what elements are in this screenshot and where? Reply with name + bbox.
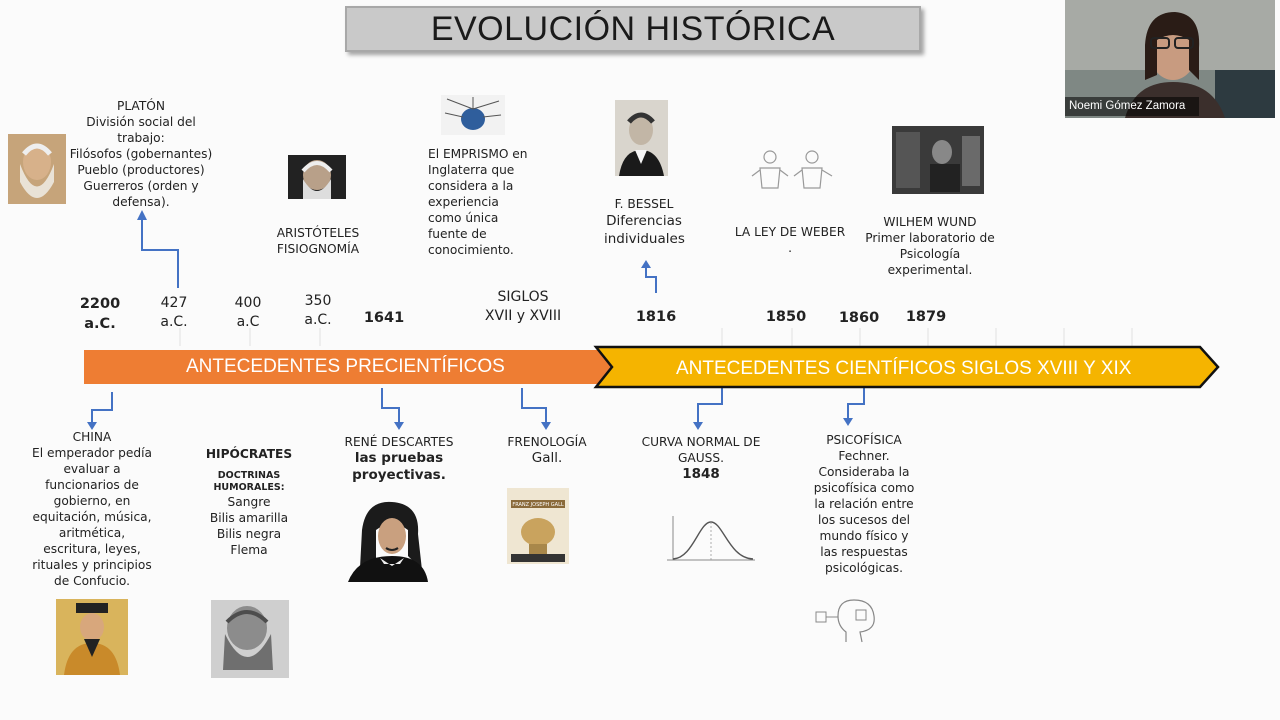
year-siglos: SIGLOS XVII y XVIII	[484, 289, 562, 324]
event-hipocrates: HIPÓCRATES DOCTRINAS HUMORALES: Sangre Bilis amarilla Bilis negra Flema	[205, 447, 293, 557]
psicofisica-head-diagram	[812, 596, 888, 646]
hipocrates-bust-image	[211, 600, 289, 678]
event-psicofisica: PSICOFÍSICA Fechner. Consideraba la psicofísica como la relación entre los sucesos del mundo físico y las respuestas psicológicas.	[813, 433, 915, 575]
weber-figures-image	[748, 148, 838, 194]
year-1879: 1879	[905, 309, 947, 325]
normal-curve-image	[663, 512, 757, 564]
timeline-bar-precientificos: ANTECEDENTES PRECIENTÍFICOS	[84, 350, 614, 384]
year-400: 400 a.C	[234, 295, 262, 330]
bessel-portrait-image	[615, 100, 668, 176]
wund-laboratory-photo	[892, 126, 984, 194]
year-1641: 1641	[363, 310, 405, 326]
timeline-bar-cientificos-label: ANTECEDENTES CIENTÍFICOS SIGLOS XVIII Y XIX	[676, 358, 1132, 379]
book-cover-title: FRANZ JOSEPH GALL	[512, 502, 564, 508]
year-1860: 1860	[838, 310, 880, 326]
year-2200: 2200 a.C.	[79, 296, 121, 332]
year-350: 350 a.C.	[304, 293, 332, 328]
event-descartes: RENÉ DESCARTES las pruebas proyectivas.	[344, 435, 454, 483]
descartes-portrait-image	[348, 500, 428, 582]
event-china: CHINA El emperador pedía evaluar a funcionarios de gobierno, en equitación, música, aritmética, escritura, leyes, rituales y principios de Confucio.	[32, 430, 152, 588]
year-1816: 1816	[635, 309, 677, 325]
event-platon: PLATÓN División social del trabajo: Filósofos (gobernantes) Pueblo (productores) Guerreros (orden y defensa).	[69, 99, 213, 209]
year-427: 427 a.C.	[160, 295, 188, 330]
gall-book-cover-image	[507, 488, 569, 564]
event-bessel: F. BESSEL Diferencias individuales	[604, 197, 685, 247]
event-wund: WILHEM WUND Primer laboratorio de Psicología experimental.	[865, 215, 995, 277]
event-empirismo: El EMPRISMO en Inglaterra que considera a la experiencia como única fuente de conocimiento.	[428, 147, 528, 257]
platon-portrait-image	[8, 134, 66, 204]
event-aristoteles: ARISTÓTELES FISIOGNOMÍA	[276, 226, 360, 256]
event-weber: LA LEY DE WEBER .	[734, 225, 846, 255]
chinese-emperor-painting	[56, 599, 128, 675]
timeline-bar-cientificos-arrow	[592, 344, 1222, 390]
aristoteles-portrait-image	[288, 155, 346, 199]
brain-network-image	[441, 95, 505, 135]
event-frenologia: FRENOLOGÍA Gall.	[507, 435, 587, 466]
year-1850: 1850	[765, 309, 807, 325]
participant-name: Noemi Gómez Zamora	[1065, 97, 1199, 116]
event-gauss: CURVA NORMAL DE GAUSS. 1848	[641, 435, 761, 482]
slide-title: EVOLUCIÓN HISTÓRICA	[345, 6, 921, 52]
